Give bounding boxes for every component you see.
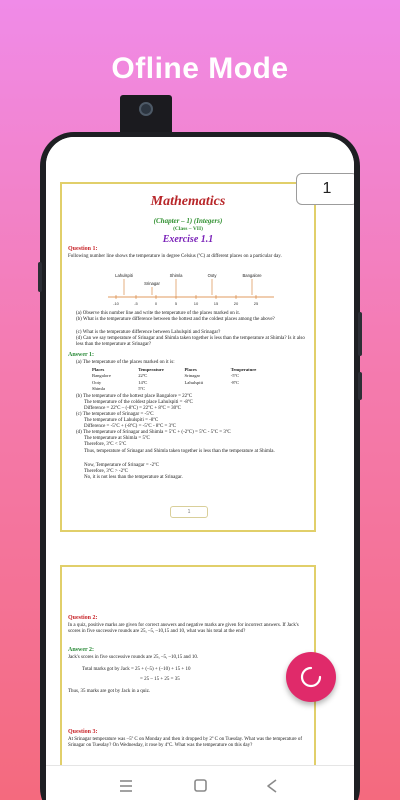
answer-1-line: Therefore, 3ºC > -2ºC	[84, 469, 128, 474]
system-nav-bar	[46, 765, 354, 800]
chapter-label: (Chapter – 1) (Integers)	[153, 217, 223, 225]
number-line-place-label: Bangalore	[242, 273, 262, 278]
nav-recents-button[interactable]	[114, 776, 138, 796]
question-1-part-d: (d) Can we say temperature of Srinagar and Shimla taken together is less than the temperature at Shimla? Is it also less than the temperature at Srinagar?	[76, 336, 305, 348]
triangle-back-icon	[260, 776, 284, 796]
answer-2-line: = 25 – 15 + 25 = 35	[140, 677, 180, 682]
answer-1-line: Now, Temperature of Srinagar = -2ºC	[84, 463, 159, 468]
phone-side-button	[38, 262, 42, 292]
pdf-page-1	[60, 182, 316, 532]
pdf-page-2	[60, 565, 316, 765]
answer-1-line: Thus, temperature of Srinagar and Shimla taken together is less than the temperature at Shimla.	[84, 449, 275, 454]
question-1-text: Following number line shows the temperature in degree Celsius (ºC) at different places on a particular day.	[68, 254, 282, 259]
headline: Ofline Mode	[111, 52, 289, 85]
answer-1-line: The temperature of the coldest place Lahulspiti = -8ºC	[84, 400, 193, 405]
question-2-heading: Question 2:	[68, 615, 98, 621]
answer-1-line: No, it is not less than the temperature at Srinagar.	[84, 475, 183, 480]
table-cell: 5ºC	[138, 386, 146, 392]
table-cell: 14ºC	[138, 379, 148, 385]
phone-screen	[46, 137, 354, 800]
nav-back-button[interactable]	[260, 776, 284, 796]
question-1-heading: Question 1:	[68, 246, 98, 252]
answer-1-line: Difference = 22ºC – (-8ºC) = 22ºC + 8ºC = 30ºC	[84, 406, 181, 411]
number-line-figure	[106, 269, 276, 309]
table-cell: 22ºC	[138, 373, 148, 379]
number-line-tick-label: -5	[134, 301, 138, 306]
table-cell: Bangalore	[92, 373, 111, 379]
answer-1-line: The temperature of Lahulspiti = -8ºC	[84, 418, 159, 423]
question-1-part-a: (a) Observe this number line and write the temperature of the places marked on it.	[76, 311, 240, 316]
temperature-table	[92, 367, 277, 393]
table-cell: -5ºC	[230, 373, 240, 379]
answer-2-line: Total marks got by Jack = 25 + (–5) + (–10) + 15 + 10	[82, 667, 191, 672]
table-cell: Lahulspiti	[184, 379, 204, 385]
table-cell	[231, 386, 277, 392]
answer-1-line: The temperature at Shimla = 5ºC	[84, 436, 150, 441]
question-1-part-b: (b) What is the temperature difference between the hottest and the coldest places among the above?	[76, 317, 275, 322]
table-row	[92, 386, 277, 392]
table-cell	[185, 386, 231, 392]
number-line-tick-label: 10	[193, 301, 199, 306]
number-line-place-label: Lahulspiti	[115, 273, 133, 278]
answer-1-heading: Answer 1:	[68, 352, 95, 358]
answer-1-line: (d) The temperature of Srinagar and Shimla = 5ºC + (-2ºC) = 5ºC - 5ºC = 3ºC	[76, 430, 231, 435]
answer-1-line: Therefore, 3ºC < 5ºC	[84, 442, 127, 447]
answer-1-intro: (a) The temperature of the places marked on it is:	[76, 360, 175, 365]
phone-volume-button	[358, 312, 362, 356]
camera-lens	[139, 102, 153, 116]
pdf-reader[interactable]	[46, 137, 354, 765]
loading-spinner-icon	[299, 665, 323, 689]
menu-icon	[114, 776, 138, 796]
phone-power-button	[358, 372, 362, 400]
table-cell: Ooty	[92, 379, 102, 385]
number-line-tick-label: 20	[233, 301, 239, 306]
number-line-tick-label: 0	[154, 301, 158, 306]
exercise-title: Exercise 1.1	[162, 234, 214, 245]
table-header: Places	[92, 367, 105, 372]
question-3-heading: Question 3:	[68, 729, 98, 735]
question-1-part-c: (c) What is the temperature difference between Lahulspiti and Srinagar?	[76, 330, 221, 335]
table-header: Temperature	[138, 367, 164, 372]
number-line-place-label: Shimla	[169, 273, 183, 278]
question-3-text: At Srinagar temperature was –5º C on Monday and then it dropped by 2º C on Tuesday. What was the temperature of Srinagar on Tuesday? On Wednesday, it rose by 4ºC. What was the temperature on this day?	[68, 737, 303, 749]
number-line-tick-label: 15	[213, 301, 219, 306]
number-line-place-label: Srinagar	[144, 281, 160, 286]
answer-2-line: Thus, 35 marks are got by Jack in a quiz.	[68, 689, 151, 694]
nav-home-button[interactable]	[188, 776, 212, 796]
number-line-place-label: Ooty	[207, 273, 217, 278]
class-label: (Class – VII)	[173, 226, 203, 232]
answer-2-heading: Answer 2:	[68, 647, 95, 653]
question-2-text: In a quiz, positive marks are given for correct answers and negative marks are given for incorrect answers. If Jack's scores in five successive rounds are 25, –5, –10,15 and 10, what was his total at the end?	[68, 623, 299, 635]
page-number: 1	[170, 506, 208, 518]
answer-1-line: (c) The temperature of Srinagar = -5ºC	[76, 412, 154, 417]
number-line-tick-label: -10	[113, 301, 119, 306]
number-line-tick-label: 25	[253, 301, 259, 306]
page-title: Mathematics	[150, 194, 226, 209]
loading-fab-button[interactable]	[286, 652, 336, 702]
table-cell: Shimla	[92, 386, 106, 392]
answer-2-line: Jack's scores in five successive rounds are 25, –5, –10,15 and 10.	[68, 655, 199, 660]
popup-camera	[120, 95, 172, 137]
table-header: Temperature	[230, 367, 257, 372]
page-counter-badge: 1	[296, 173, 354, 205]
table-header: Places	[184, 367, 197, 372]
answer-1-line: (b) The temperature of the hottest place Bangalore = 22ºC	[76, 394, 193, 399]
square-icon	[188, 776, 212, 796]
table-cell: Srinagar	[184, 373, 201, 379]
answer-1-line: Difference = -5ºC + (-8ºC) = -5ºC - 8ºC = 3ºC	[84, 424, 176, 429]
number-line-tick-label: 5	[174, 301, 178, 306]
table-cell: -8ºC	[230, 379, 240, 385]
